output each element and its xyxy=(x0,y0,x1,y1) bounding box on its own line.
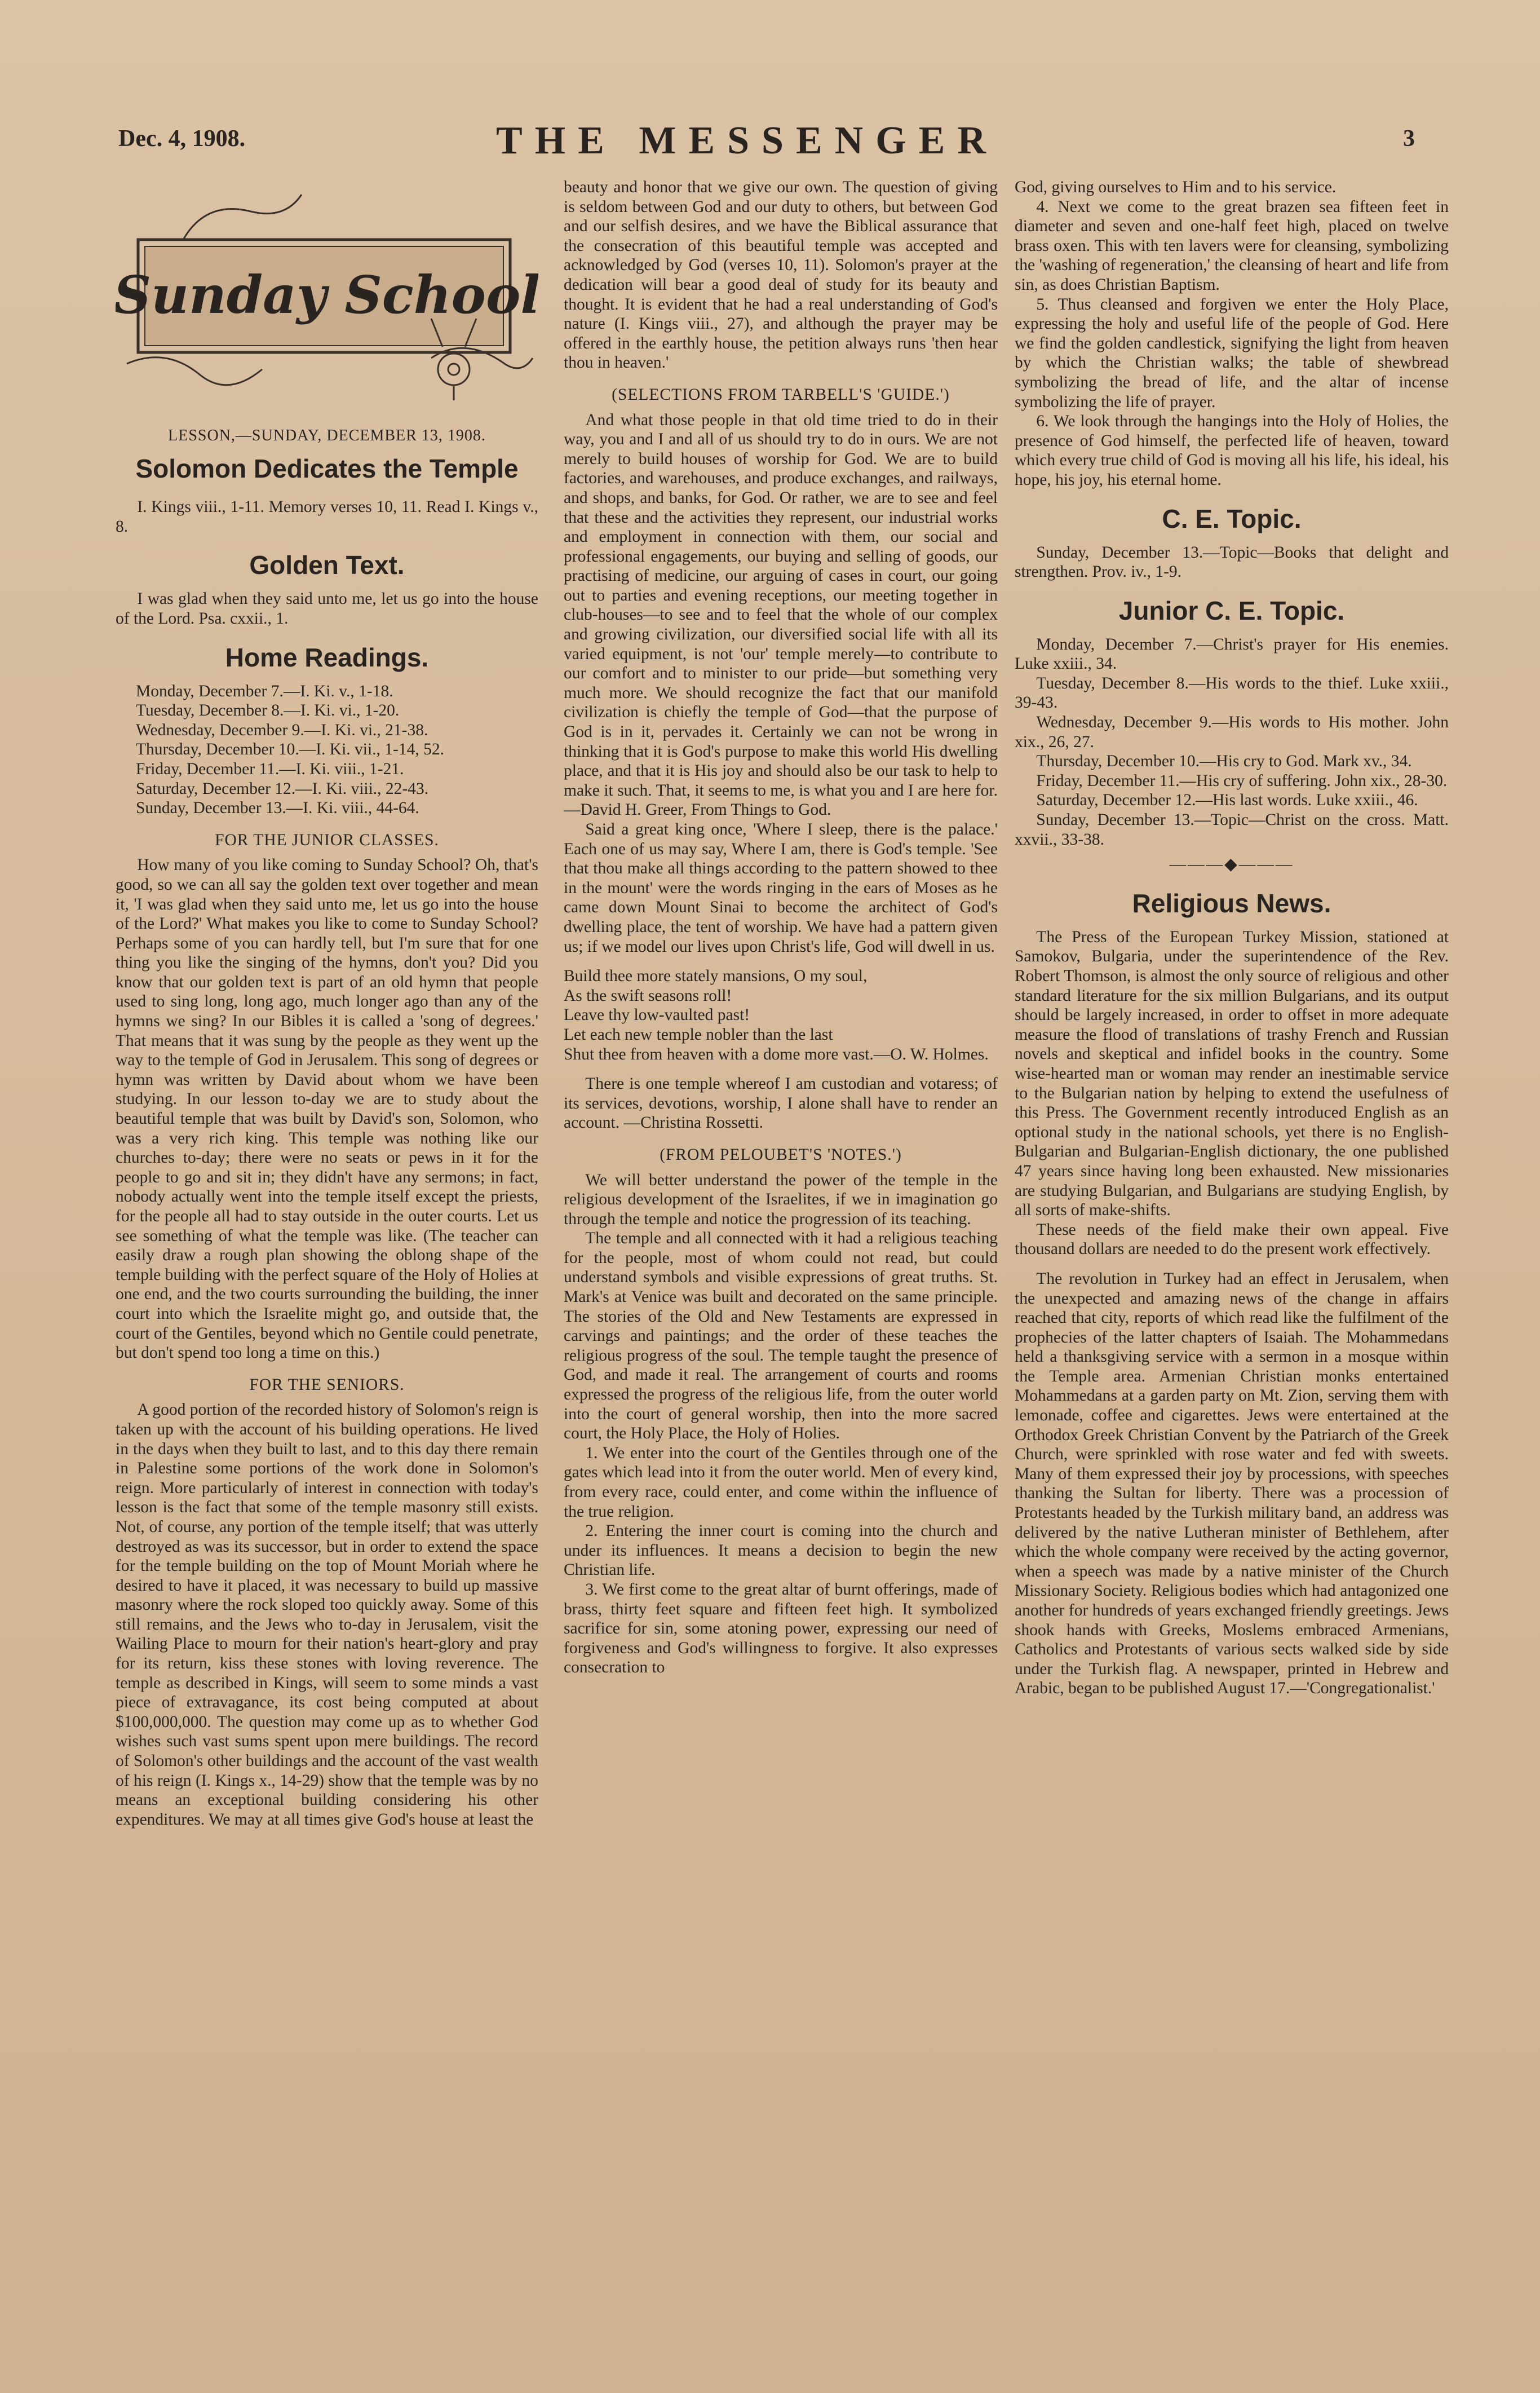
peloubet-heading: (FROM PELOUBET'S 'NOTES.') xyxy=(660,1145,902,1164)
tarbell-heading: (SELECTIONS FROM TARBELL'S 'GUIDE.') xyxy=(612,385,950,404)
home-reading: Monday, December 7.—I. Ki. v., 1-18. xyxy=(136,682,393,700)
temple-point-1: 1. We enter into the court of the Gentiles through one of the gates which lead into it from the outer world. Men of every kind, from every race, could enter, and come within the influence of the true religion. xyxy=(564,1443,998,1521)
junior-ce-item: Sunday, December 13.—Topic—Christ on the cross. Matt. xxvii., 33-38. xyxy=(1015,811,1449,849)
poem xyxy=(564,966,998,1064)
home-reading: Friday, December 11.—I. Ki. viii., 1-21. xyxy=(136,760,404,778)
peloubet-text: We will better understand the power of the temple in the religious development of the Israelites, if we in imagination go through the temple and notice the progression of its teaching. xyxy=(564,1171,998,1228)
seniors-text-continued: beauty and honor that we give our own. The question of giving is seldom between God and our duty to others, but between God and our selfish desires, and we have the Biblical assurance that the consecration of this beautiful temple was accepted and acknowledged by God (verses 10, 11). Solomon's prayer at the dedication will bear a good deal of study for its beauty and thought. It is evident that he had a real understanding of God's nature (I. Kings viii., 27), and although the prayer may be offered in the earthly house, the petition always runs 'then hear thou in heaven.' xyxy=(564,178,998,372)
junior-ce-item: Monday, December 7.—Christ's prayer for His enemies. Luke xxiii., 34. xyxy=(1015,635,1449,673)
junior-classes-heading: FOR THE JUNIOR CLASSES. xyxy=(215,831,439,849)
junior-ce-item: Thursday, December 10.—His cry to God. Mark xv., 34. xyxy=(1036,752,1412,771)
tarbell-text: And what those people in that old time tried to do in their way, you and I and all of us should try to do in ours. We are not merely to build houses of worship for God. We are to build factories, and warehouses, and produce exchanges, and railways, and shops, and banks, for God. Or rather, we are to see and feel that these and the activities they represent, our industrial works and employment in connection with them, our social and professional engagements, our buying and selling of goods, our practising of medicine, our arguing of cases in court, our going out to parties and evening receptions, our meeting together in club-houses—to see and to feel that the whole of our complex and growing civilization, our diversified social life with all its varied equipment, is not 'our' temple merely—to contribute to our comfort and to minister to our pride—but something very much more. We should recognize the fact that our manifold civilization is chiefly the temple of God—that the purpose of God is in it, pervades it. Certainly we can not be wrong in thinking that it is God's purpose to make this world His dwelling place, and that it is His joy and should also be our task to help to make it such. That, it seems to me, is what you and I are here for.—David H. Greer, From Things to God. xyxy=(564,410,998,819)
golden-text-heading: Golden Text. xyxy=(249,550,405,580)
temple-teaching-text: The temple and all connected with it had a religious teaching for the people, most of whom could not read, but could understand symbols and visible expressions of great truths. St. Mark's at Venice was built and decorated on the same principle. The stories of the Old and New Testaments are expressed in carvings and paintings; and the order of these teaches the religious progress of the soul. The temple taught the presence of God, and made it real. The arrangement of courts and rooms expressed the progress of the religious life, from the outer world into the court of general worship, then into the more sacred court, the Holy Place, the Holy of Holies. xyxy=(564,1229,998,1443)
junior-ce-item: Saturday, December 12.—His last words. Luke xxiii., 46. xyxy=(1036,791,1418,810)
junior-ce-item: Wednesday, December 9.—His words to His mother. John xix., 26, 27. xyxy=(1015,713,1449,751)
temple-point-2: 2. Entering the inner court is coming into the church and under its influences. It means a decision to begin the new Christian life. xyxy=(564,1522,998,1579)
seniors-text: A good portion of the recorded history of Solomon's reign is taken up with the account of his building operations. He lived in the days when they built to last, and to this day there remain in Palestine some portions of the work done in Solomon's reign. More particularly of interest in connection with today's lesson is the fact that some of the temple masonry still exists. Not, of course, any portion of the temple itself; that was utterly destroyed as was its successor, but in order to extend the space for the temple building on the top of Mount Moriah where he desired to have it placed, it was necessary to build up massive masonry where the rock sloped too quickly away. Some of this still remains, and the Jews who to-day in Jerusalem, visit the Wailing Place to mourn for their nation's heart-glory and pray for its return, kiss these stones with loving reverence. The temple as described in Kings, will seem to some minds a vast piece of extravagance, its cost being computed at about $100,000,000. The question may come up as to whether God wishes such vast sums spent upon mere buildings. The record of Solomon's other buildings and the account of the vast wealth of his reign (I. Kings x., 14-29) show that the temple was by no means an exceptional building considering his other expenditures. We may at all times give God's house at least the xyxy=(116,1401,538,1829)
poem-line: Build thee more stately mansions, O my soul, xyxy=(564,967,868,986)
news-appeal: These needs of the field make their own appeal. Five thousand dollars are needed to do the present work effectively. xyxy=(1015,1220,1449,1259)
golden-text: I was glad when they said unto me, let us go into the house of the Lord. Psa. cxxii., 1. xyxy=(116,590,538,628)
religious-news-heading: Religious News. xyxy=(1132,888,1331,918)
column-1 xyxy=(116,178,538,1829)
page-number: 3 xyxy=(1403,126,1415,152)
poem-line: As the swift seasons roll! xyxy=(564,986,732,1005)
lesson-date: LESSON,—SUNDAY, DECEMBER 13, 1908. xyxy=(168,426,486,444)
home-reading: Saturday, December 12.—I. Ki. viii., 22-43. xyxy=(136,779,429,798)
home-reading: Tuesday, December 8.—I. Ki. vi., 1-20. xyxy=(136,701,400,720)
ce-topic-text: Sunday, December 13.—Topic—Books that delight and strengthen. Prov. iv., 1-9. xyxy=(1015,543,1449,581)
ornamental-divider: ———◆——— xyxy=(1169,855,1294,874)
temple-point-4: 4. Next we come to the great brazen sea fifteen feet in diameter and seven and one-half feet high, placed on twelve brass oxen. This with ten lavers were for cleansing, symbolizing the 'washing of regeneration,' the cleansing of heart and life from sin, as does Christian Baptism. xyxy=(1015,197,1449,294)
junior-ce-topic-heading: Junior C. E. Topic. xyxy=(1118,595,1345,625)
poem-line: Let each new temple nobler than the last xyxy=(564,1025,833,1044)
home-readings-heading: Home Readings. xyxy=(225,642,429,672)
home-reading: Thursday, December 10.—I. Ki. vii., 1-14, 52. xyxy=(136,740,444,759)
news-jerusalem: The revolution in Turkey had an effect in Jerusalem, when the unexpected and amazing news of the change in affairs reached that city, reports of which read like the fulfilment of the prophecies of the latter chapters of Isaiah. The Mohammedans held a thanksgiving service with a sermon in a mosque within the Temple area. Armenian Christian monks entertained Mohammedans at a garden party on Mt. Zion, serving them with lemonade, coffee and cigarettes. Jews were entertained at the Orthodox Greek Christian Convent by the Patriarch of the Greek Church, were sprinkled with rose water and fed with sweets. Many of them expressed their joy by processions, with speeches thanking the Sultan for liberty. There was a procession of Protestants headed by the Turkish military band, an address was delivered by the native Lutheran minister of Bethlehem, after which the whole company were received by the acting governor, when a speech was made by a native minister of the Church Missionary Society. Religious bodies which had antagonized one another for hundreds of years exchanged friendly greetings. Jews shook hands with Greeks, Moslems embraced Armenians, Catholics and Protestants of various sects walked side by side under the Turkish flag. A newspaper, printed in Hebrew and Arabic, began to be published August 17.—'Congregationalist.' xyxy=(1015,1269,1449,1698)
issue-date: Dec. 4, 1908. xyxy=(118,126,246,152)
junior-classes-text: How many of you like coming to Sunday School? Oh, that's good, so we can all say the golden text over together and mean it, 'I was glad when they said unto me, let us go into the house of the Lord?' What makes you like to come to Sunday School? Perhaps some of you can hardly tell, but I'm sure that for one thing you like the singing of the hymns, don't you? Did you know that our golden text is part of an old hymn that people used to sing long, long ago, much longer ago than any of the hymns we sing? In our Bibles it is called a 'song of degrees.' That means that it was sung by the people as they went up the way to the temple of God in Jerusalem. This song of degrees or hymn was written by David about whom we have been studying. In our lesson to-day we are to study about the beautiful temple that was built by David's son, Solomon, who was a very rich king. This temple was nothing like our churches to-day; there were no seats or pews in it for the people to go and sit in; they didn't have any sermons; in fact, nobody actually went into the temple itself except the priests, for the people all had to stay outside in the outer courts. Let us see something of what the temple was like. (The teacher can easily draw a rough plan showing the oblong shape of the temple building with the perfect square of the Holy of Holies at one end, and the two courts surrounding the building, the inner court into which the Israelite might go, and outside that, the court of the Gentiles, beyond which no Gentile could penetrate, but don't spend too long a time on this.) xyxy=(116,856,538,1362)
newspaper-title: THE MESSENGER xyxy=(496,119,998,162)
news-bulgaria: The Press of the European Turkey Mission, stationed at Samokov, Bulgaria, under the superintendence of the Rev. Robert Thomson, is almost the only source of religious and other standard literature for the six million Bulgarians, and its output should be largely increased, in order to offset in more adequate measure the flood of translations of trashy French and Russian novels and skeptical and infidel books in the country. Some wise-hearted man or woman may render an inestimable service to the Bulgarian nation by helping to extend the usefulness of this Press. The Government recently introduced English as an optional study in the national schools, yet there is no English-Bulgarian and Bulgarian-English dictionary, the one published 47 years since having long been exhausted. New missionaries are studying Bulgarian, and Bulgarians are studying English, by all sorts of make-shifts. xyxy=(1015,928,1449,1220)
ce-topic-heading: C. E. Topic. xyxy=(1162,504,1302,533)
junior-ce-item: Friday, December 11.—His cry of suffering. John xix., 28-30. xyxy=(1036,771,1448,790)
temple-point-5: 5. Thus cleansed and forgiven we enter the Holy Place, expressing the holy and useful life of the people of God. Here we find the golden candlestick, signifying the light from heaven by which the Christian walks; the table of shewbread symbolizing the bread of life, and the altar of incense symbolizing the life of prayer. xyxy=(1015,295,1449,411)
lesson-reference: I. Kings viii., 1-11. Memory verses 10, 11. Read I. Kings v., 8. xyxy=(116,498,538,536)
temple-point-6: 6. We look through the hangings into the Holy of Holies, the presence of God himself, the perfected life of heaven, toward which every true child of God is moving all his life, his ideal, his hope, his joy, his eternal home. xyxy=(1015,412,1449,489)
junior-ce-item: Tuesday, December 8.—His words to the thief. Luke xxiii., 39-43. xyxy=(1015,674,1449,712)
sunday-school-banner xyxy=(116,178,538,403)
masthead xyxy=(118,118,1415,169)
temple-point-3-continued: God, giving ourselves to Him and to his service. xyxy=(1015,178,1337,196)
poem-line: Shut thee from heaven with a dome more vast.—O. W. Holmes. xyxy=(564,1045,989,1063)
home-reading: Wednesday, December 9.—I. Ki. vi., 21-38. xyxy=(136,721,428,739)
great-king-text: Said a great king once, 'Where I sleep, there is the palace.' Each one of us may say, Where I am, there is God's temple. 'See that thou make all things according to the pattern showed to thee in the mount' were the words ringing in the ears of Moses as he came down Mount Sinai to become the architect of God's dwelling place, the tent of worship. We have had a pattern given us; if we model our lives upon Christ's life, God will dwell in us. xyxy=(564,820,998,956)
seniors-heading: FOR THE SENIORS. xyxy=(249,1375,405,1394)
home-reading: Sunday, December 13.—I. Ki. viii., 44-64. xyxy=(136,799,419,818)
poem-line: Leave thy low-vaulted past! xyxy=(564,1006,750,1025)
column-2 xyxy=(564,178,998,1677)
lesson-title: Solomon Dedicates the Temple xyxy=(135,454,519,484)
rossetti-text: There is one temple whereof I am custodian and votaress; of its services, devotions, worship, I alone shall have to render an account. —Christina Rossetti. xyxy=(564,1075,998,1132)
column-3 xyxy=(1015,178,1449,1698)
temple-point-3: 3. We first come to the great altar of burnt offerings, made of brass, thirty feet square and fifteen feet high. It symbolized sacrifice for sin, some atoning power, expressing our need of forgiveness and God's willingness to forgive. It also expresses consecration to xyxy=(564,1580,998,1677)
banner-text: Sunday School xyxy=(116,264,538,325)
